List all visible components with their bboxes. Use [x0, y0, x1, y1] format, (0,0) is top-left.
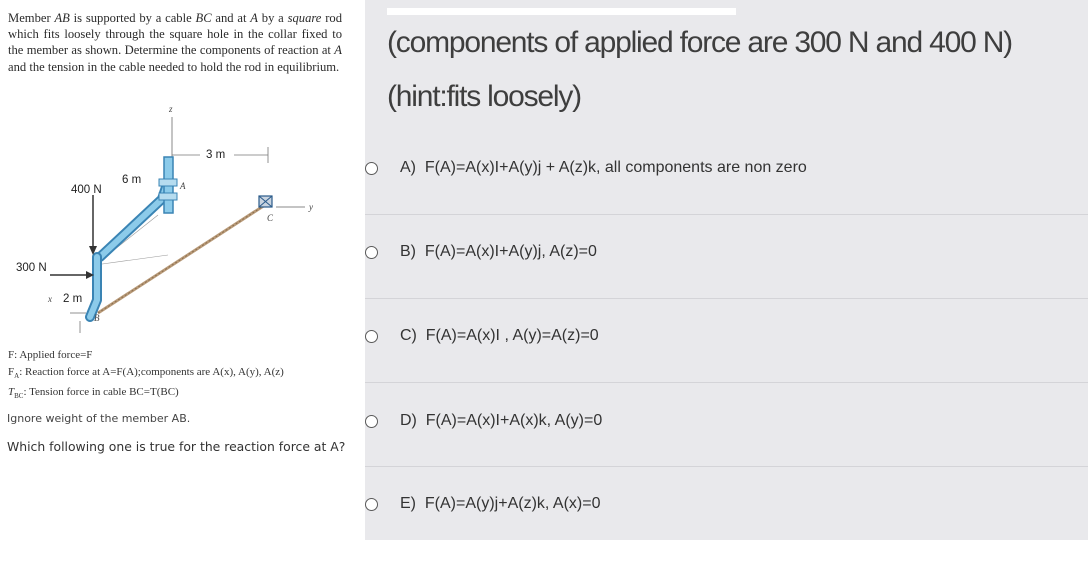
- def-tension-force: $T_{BC}$: Tension force in cable BC=T(BC): [8, 386, 179, 401]
- point-c-label: C: [267, 213, 274, 223]
- option-a[interactable]: [365, 159, 1088, 246]
- z-axis-label: z: [169, 104, 173, 114]
- problem-figure: [0, 95, 350, 345]
- option-label[interactable]: E) F(A)=A(y)j+A(z)k, A(x)=0: [400, 495, 601, 512]
- x-axis-label: x: [48, 294, 52, 304]
- force-400-label: 400 N: [71, 184, 102, 196]
- option-label[interactable]: C) F(A)=A(x)I , A(y)=A(z)=0: [400, 327, 599, 344]
- problem-panel: [0, 0, 350, 562]
- dim-3m-label: 3 m: [206, 149, 226, 161]
- hint-fits-loosely: (hint:fits loosely): [387, 80, 581, 113]
- top-white-strip: [387, 8, 736, 15]
- question-text: Which following one is true for the reaction force at A?: [7, 439, 346, 454]
- problem-statement: Member AB is supported by a cable BC and at A by a square rod which fits loosely through the square hole in the collar fixed to the member as shown. Determine the components of reaction at A and the tension in the cable needed to hold the rod in equilibrium.: [8, 11, 342, 74]
- ignore-weight-note: Ignore weight of the member AB.: [7, 412, 191, 425]
- option-label[interactable]: A) F(A)=A(x)I+A(y)j + A(z)k, all components are non zero: [400, 159, 807, 176]
- radio-button[interactable]: [365, 415, 378, 428]
- def-reaction-force: $F_A$: Reaction force at A=F(A);components are A(x), A(y), A(z): [8, 365, 284, 380]
- radio-button[interactable]: [365, 498, 378, 511]
- point-a-label: A: [180, 181, 186, 191]
- def-applied-force: F: Applied force=F: [8, 349, 93, 361]
- y-axis-label: y: [309, 202, 313, 212]
- option-e[interactable]: [365, 495, 1088, 582]
- hint-components: (components of applied force are 300 N and 400 N): [387, 26, 1012, 59]
- force-300-label: 300 N: [16, 262, 47, 274]
- divider: [365, 298, 1088, 299]
- divider: [365, 214, 1088, 215]
- answer-panel: [365, 0, 1088, 540]
- option-d[interactable]: [365, 412, 1088, 499]
- dim-2m-label: 2 m: [63, 293, 83, 305]
- radio-button[interactable]: [365, 330, 378, 343]
- radio-button[interactable]: [365, 246, 378, 259]
- divider: [365, 382, 1088, 383]
- member-diagram: [0, 95, 350, 345]
- radio-button[interactable]: [365, 162, 378, 175]
- option-b[interactable]: [365, 243, 1088, 330]
- definitions: [8, 347, 284, 405]
- option-c[interactable]: [365, 327, 1088, 414]
- option-label[interactable]: D) F(A)=A(x)I+A(x)k, A(y)=0: [400, 412, 603, 429]
- point-b-label: B: [94, 313, 100, 323]
- option-label[interactable]: B) F(A)=A(x)I+A(y)j, A(z)=0: [400, 243, 597, 260]
- divider: [365, 466, 1088, 467]
- dim-6m-label: 6 m: [122, 174, 142, 186]
